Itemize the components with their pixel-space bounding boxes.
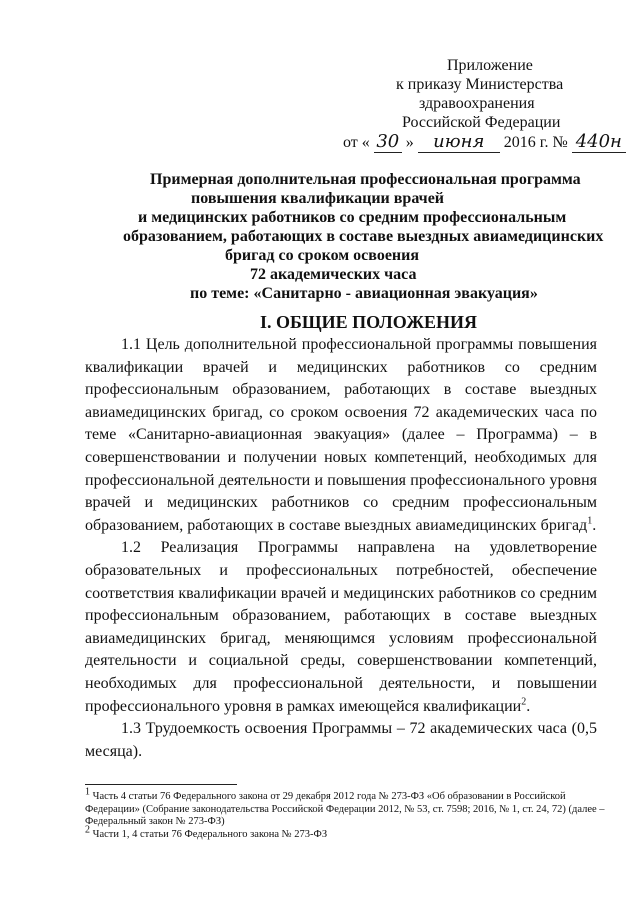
appendix-line-3: здравоохранения: [419, 95, 535, 112]
paragraph-1-1-end: .: [592, 516, 597, 534]
appendix-line-1: Приложение: [447, 57, 533, 74]
footnote-2-text: Части 1, 4 статьи 76 Федерального закона № 273-ФЗ: [92, 828, 328, 840]
paragraph-1-1-text: 1.1 Цель дополнительной профессиональной программы повышения квалификации врачей и медицинских работников со средним профессиональным образованием, работающих в составе выездных авиамедицинских бригад, со сроком освоения 72 академических часа по теме «Санитарно-авиационная эвакуация» (далее – Программа) – в совершенствовании и получении новых компетенций, необходимых для профессиональной деятельности и повышения профессионального уровня врачей и медицинских работников со средним профессиональным образованием, работающих в составе выездных авиамедицинских бригад: [85, 336, 597, 534]
title-line-3: и медицинских работников со средним профессиональным: [138, 209, 567, 226]
title-line-5: бригад со сроком освоения: [225, 247, 420, 264]
order-date-line: [343, 131, 626, 153]
footnote-divider: [85, 784, 237, 785]
paragraph-1-2-end: .: [526, 697, 531, 715]
appendix-line-4: Российской Федерации: [402, 114, 561, 131]
footnote-1: [85, 786, 605, 829]
footnote-2: [85, 824, 605, 842]
footnote-ref-1: 1: [587, 515, 593, 527]
paragraph-1-2-text: 1.2 Реализация Программы направлена на удовлетворение образовательных и профессиональных потребностей, обеспечение соответствия квалификации врачей и медицинских работников со средним профессиональным образованием, работающих в составе выездных авиамедицинских бригад, меняющимся условиям профессиональной деятельности и социальной среды, совершенствовании компетенций, необходимых для профессиональной деятельности, и повышении профессионального уровня в рамках имеющейся квалификации: [85, 539, 597, 715]
footnote-ref-2: 2: [521, 696, 527, 708]
date-mid: »: [405, 134, 414, 151]
date-month: июня: [418, 131, 500, 153]
section-heading: I. ОБЩИЕ ПОЛОЖЕНИЯ: [260, 312, 478, 332]
title-line-6: 72 академических часа: [250, 266, 417, 283]
footnote-2-mark: 2: [85, 824, 90, 835]
date-day: 30: [374, 131, 402, 153]
paragraph-1-2: [85, 537, 597, 718]
title-line-7: по теме: «Санитарно - авиационная эвакуация»: [190, 285, 538, 302]
paragraph-1-1: [85, 334, 597, 537]
title-line-1: Примерная дополнительная профессиональная программа: [150, 171, 581, 188]
paragraph-1-3: 1.3 Трудоемкость освоения Программы – 72 академических часа (0,5 месяца).: [85, 720, 597, 760]
date-year: 2016 г. №: [503, 134, 568, 151]
body-text: [85, 334, 597, 763]
date-prefix: от «: [343, 134, 370, 151]
title-line-4: образованием, работающих в составе выездных авиамедицинских: [123, 228, 604, 245]
footnotes: [85, 786, 605, 841]
appendix-line-2: к приказу Министерства: [396, 76, 564, 93]
title-line-2: повышения квалификации врачей: [191, 190, 445, 207]
footnote-1-mark: 1: [85, 786, 90, 798]
footnote-1-text: Часть 4 статьи 76 Федерального закона от 29 декабря 2012 года № 273-ФЗ «Об образовании в Российской Федерации» (Собрание законодательства Российской Федерации 2012, № 53, ст. 7598; 2016, № 1, ст. 24, 72) (далее – Федеральный закон № 273-ФЗ): [85, 791, 605, 827]
order-number: 440н: [572, 131, 626, 153]
